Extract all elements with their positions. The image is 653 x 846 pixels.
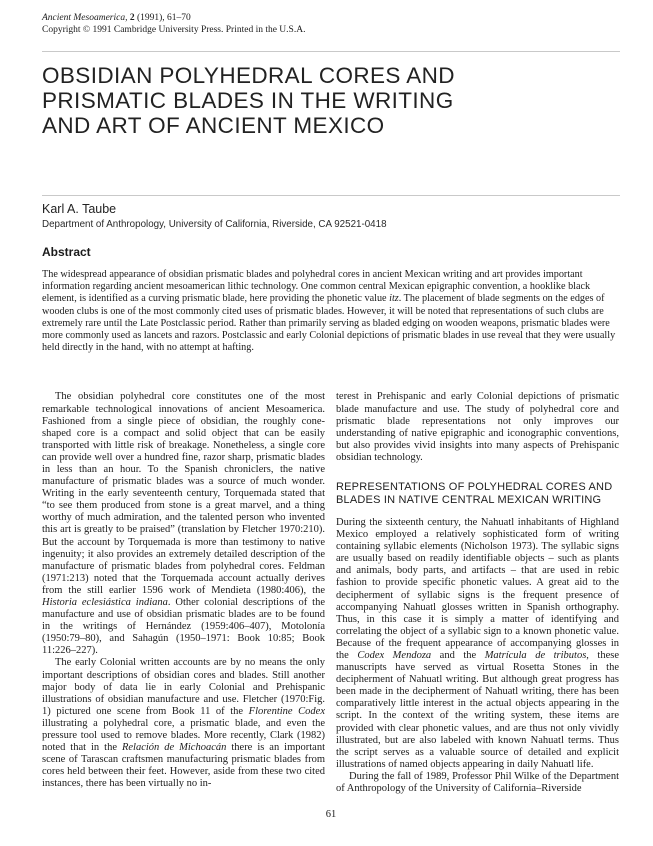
paragraph-continuation: terest in Prehispanic and early Colonial depictions of prismatic blade manufacture and use. The study of polyhedral core and prismatic blade representations not only improves our understanding of native epigraphic and iconographic conventions, but also provides vivid insights into many aspects of Prehispanic obsidian technology. — [336, 391, 619, 463]
article-title-line-1: OBSIDIAN POLYHEDRAL CORES AND — [42, 63, 455, 88]
paragraph-fall-1989: During the fall of 1989, Professor Phil Wilke of the Department of Anthropology of the University of California–Riverside — [336, 770, 619, 795]
author-name: Karl A. Taube — [42, 202, 117, 216]
paragraph-nahuatl-writing: During the sixteenth century, the Nahuatl inhabitants of Highland Mexico employed a relatively sophisticated form of writing containing syllabic elements (Nicholson 1973). The syllabic signs are usually based on readily identifiable objects – such as plants and animals, body parts, and artifacts – that are used in rebic fashion to provide specific phonetic values. A great aid to the decipherment of syllabic signs is the frequent presence of accompanying Nahuatl glosses written in Spanish orthography. Thus, in this case it is simply a matter of identifying and correlating the object of a syllabic sign to a known phonetic value. Because of the frequent appearance of accompanying glosses in the Codex Mendoza and the Matrícula de tributos, these manuscripts have served as virtual Rosetta Stones in the decipherment of Nahuatl writing. But although great progress has been made in the decipherment of Nahuatl writing, there has been comparatively little interest in the actual objects appearing in the script. In the context of the writing system, these items are provided with clear phonetic values, and are thus not only vividly illustrated, but are also labeled with known Nahuatl terms. Thus the script serves as a valuable source of detailed and explicit illustrations of named objects appearing in daily Nahuatl life. — [336, 516, 619, 770]
article-title-line-3: AND ART OF ANCIENT MEXICO — [42, 113, 385, 138]
paragraph-colonial-accounts: The early Colonial written accounts are by no means the only important descriptions of obsidian cores and blades. Still another major body of data lie in early Colonial and Prehispanic illustrations of obsidian manufacture and use. Fletcher (1970:Fig. 1) pictured one scene from Book 11 of the Florentine Codex illustrating a polyhedral core, a prismatic blade, and even the pressure tool used to remove blades. More recently, Clark (1982) noted that in the Relación de Michoacán there is an important scene of Tarascan craftsmen manufacturing prismatic blades from cores held between their feet. However, aside from these two cited instances, there has been virtually no in- — [42, 657, 326, 790]
section-heading-representations: REPRESENTATIONS OF POLYHEDRAL CORES AND BLADES IN NATIVE CENTRAL MEXICAN WRITING — [336, 480, 613, 507]
abstract-heading: Abstract — [42, 245, 91, 259]
header-rule — [42, 51, 620, 52]
journal-citation: Ancient Mesoamerica, 2 (1991), 61–70 — [42, 13, 191, 23]
body-columns — [42, 391, 620, 795]
body-right-column — [336, 391, 619, 795]
body-left-column — [42, 391, 325, 795]
copyright-line: Copyright © 1991 Cambridge University Press. Printed in the U.S.A. — [42, 24, 306, 35]
author-affiliation: Department of Anthropology, University of California, Riverside, CA 92521-0418 — [42, 219, 387, 230]
title-rule — [42, 195, 620, 196]
page-number: 61 — [325, 809, 337, 820]
article-title-line-2: PRISMATIC BLADES IN THE WRITING — [42, 88, 454, 113]
article-title — [42, 63, 620, 138]
abstract-text: The widespread appearance of obsidian prismatic blades and polyhedral cores in ancient Mexican writing and art provides important information regarding ancient mesoamerican lithic technology. One common central Mexican epigraphic convention, a hooklike black element, is identified as a curving prismatic blade, here providing the phonetic value itz. The placement of blade segments on the edges of wooden clubs is one of the most commonly cited uses of prismatic blades. However, it will be noted that representations of such clubs are extremely rare until the Late Postclassic period. Rather than primarily serving as bladed edging on wooden weapons, prismatic blades were more commonly used as lancets and razors. Postclassic and early Colonial depictions of prismatic blades in use reveal that they were usually held directly in the hand, with no attempt at hafting. — [42, 269, 616, 354]
paragraph-intro: The obsidian polyhedral core constitutes one of the most remarkable technological innovations of ancient Mesoamerica. Fashioned from a single piece of obsidian, the roughly cone-shaped core is a compact and solid object that can be easily transported with little risk of breakage. Nonetheless, a single core can provide well over a hundred fine, razor sharp, prismatic blades in less than an hour. To the Spanish chroniclers, the native manufacture of prismatic blades was a source of much wonder. Writing in the early seventeenth century, Torquemada stated that “to see them produced from stone is a great marvel, and a thing worthy of much admiration, and the talented person who invented this art is greatly to be praised” (translation by Fletcher 1970:210). But the account by Torquemada is more than testimony to native ingenuity; it also provides an extremely detailed description of the manufacture of prismatic blades from polyhedral cores. Feldman (1971:213) noted that the Torquemada account actually derives from the still earlier 1596 work of Mendieta (1980:406), the Historia eclesiástica indiana. Other colonial descriptions of the manufacture and use of obsidian prismatic blades are to be found in the writings of Hernández (1959:406–407), Motolonía (1950:79–80), and Sahagún (1950–1971: Book 10:85; Book 11:226–227). — [42, 391, 326, 657]
